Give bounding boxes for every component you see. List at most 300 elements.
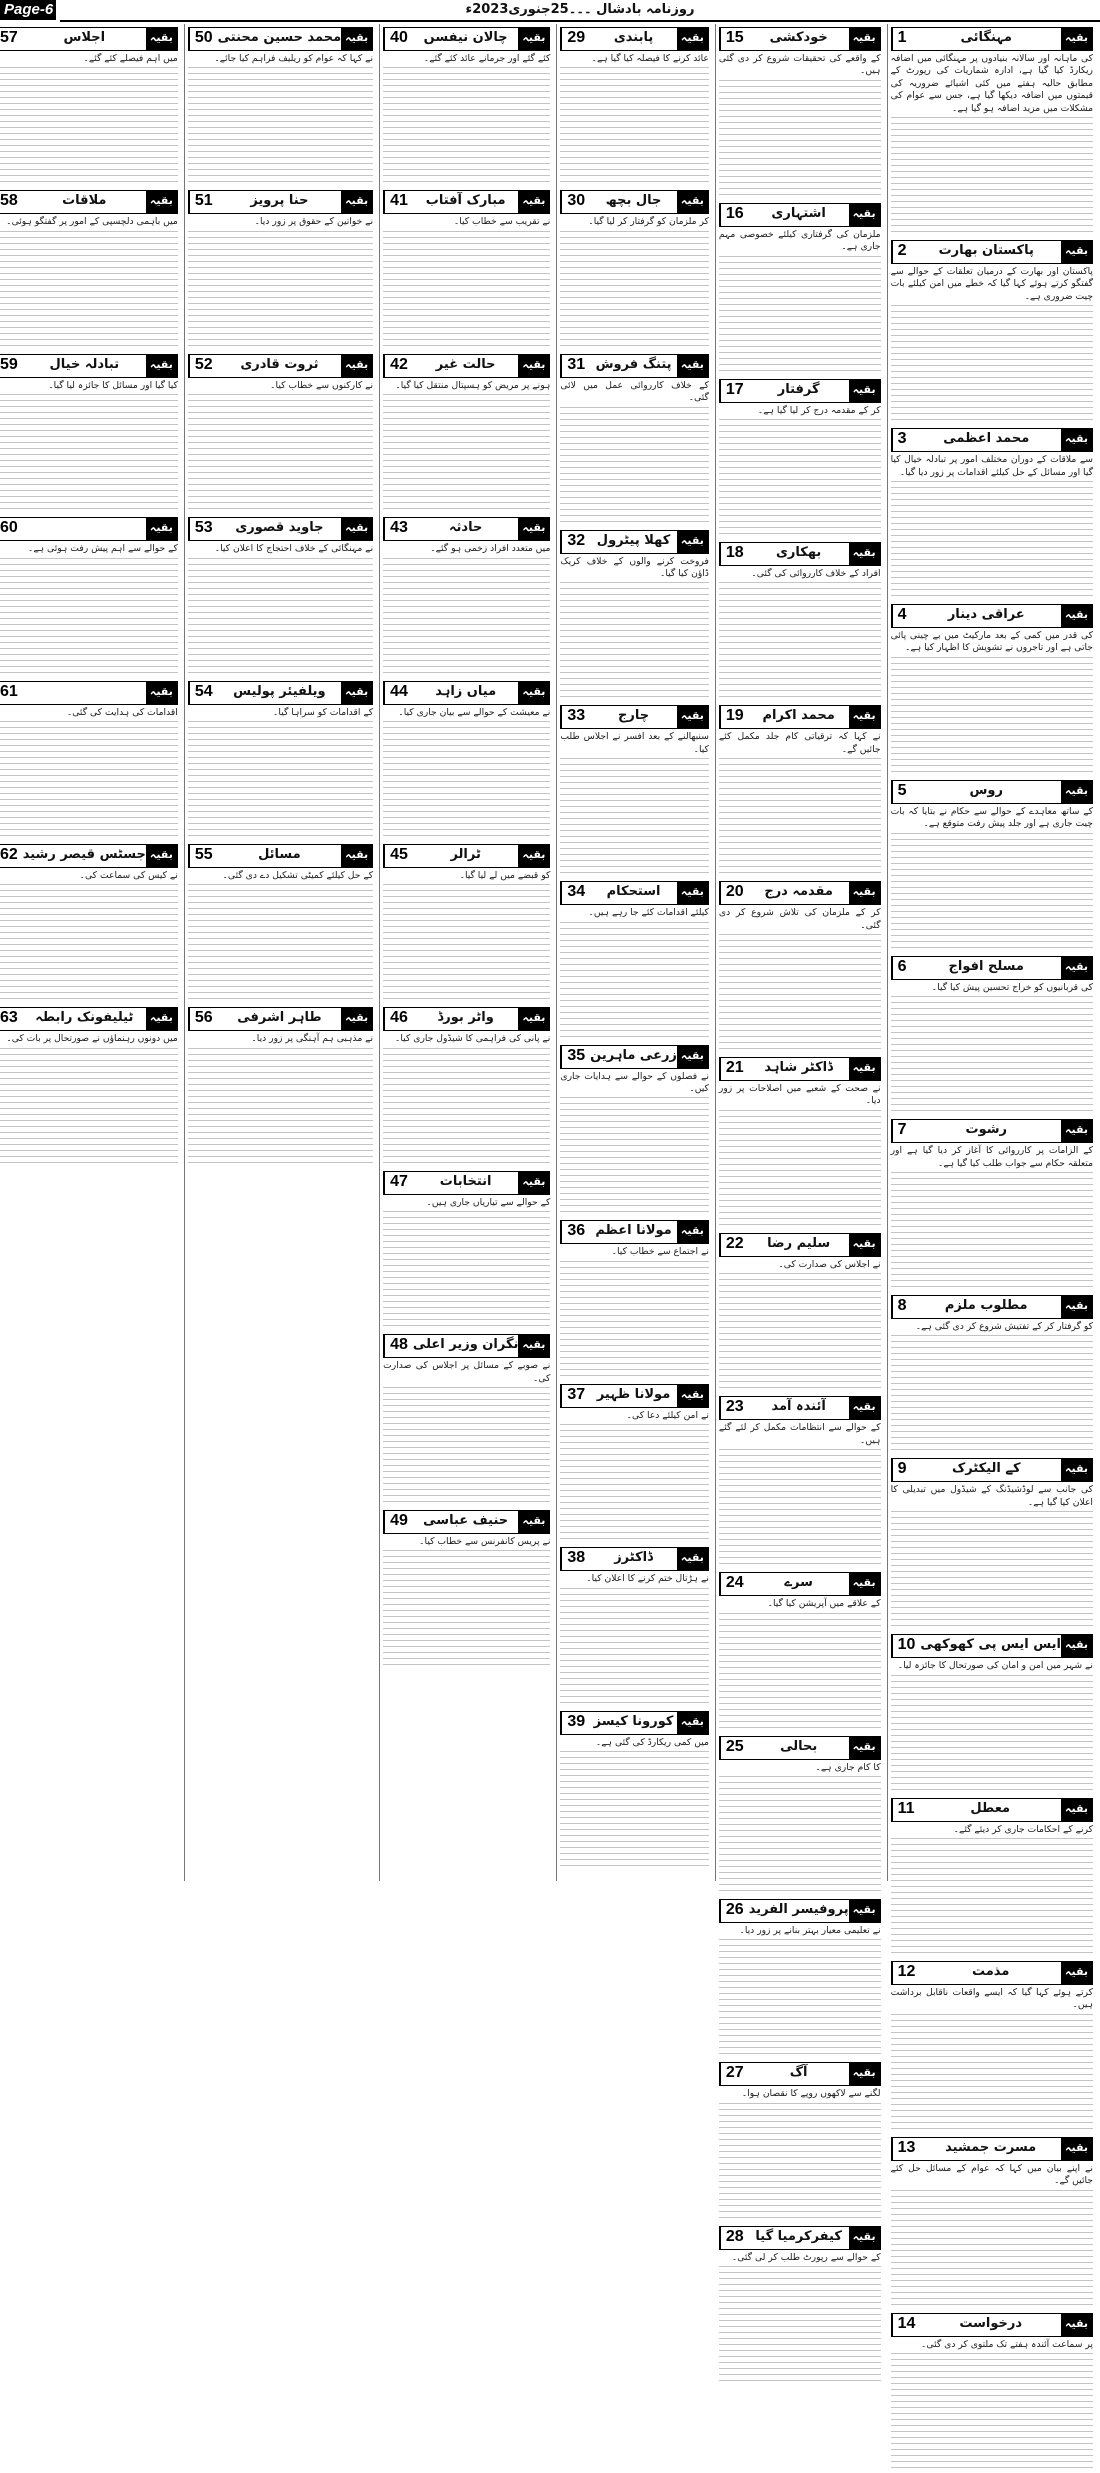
continuation-body-text: کے حوالے سے رپورٹ طلب کر لی گئی۔ [731,2251,881,2263]
continuation-keyword: بقیہ [146,355,177,377]
article-text-block [188,721,373,841]
continuation-body-text: نے کہا کہ ترقیاتی کام جلد مکمل کئے جائیں گے۔ [718,731,881,755]
continuation-header [0,1007,178,1031]
continuation-keyword: بقیہ [849,882,880,904]
article-text-block [891,117,1093,237]
continuation-title: انتخابات [439,1173,492,1189]
continuation-body-text: نے کیس کی سماعت کی۔ [79,870,178,882]
article-text-block [0,67,178,187]
continuation-keyword: بقیہ [518,682,549,704]
continuation-keyword: بقیہ [1061,1962,1092,1984]
article-text-block [719,758,881,878]
continuation-number: 7 [892,1120,912,1142]
continuation-header [891,1798,1093,1822]
continuation-header [891,240,1093,264]
article-text-block [560,582,709,702]
continuation-header [719,1396,881,1420]
continuation-header [560,190,709,214]
continuation-body-text: کیا گیا اور مسائل کا جائزہ لیا گیا۔ [48,379,178,391]
continuation-title: ڈاکٹر شاہد [764,1060,833,1076]
continuation-title: ٹیلیفونک رابطہ [35,1010,134,1026]
continuation-title: رشوت [965,1122,1007,1138]
article-text-block [188,394,373,514]
continuation-keyword: بقیہ [146,191,177,213]
continuation-keyword: بقیہ [1061,1120,1092,1142]
continuation-keyword: بقیہ [1061,781,1092,803]
continuation-number: 35 [561,1046,590,1068]
continuation-keyword: بقیہ [1061,28,1092,50]
continuation-title: ٹرالر [450,847,481,863]
continuation-body-text: کئے گئے اور جرمانے عائد کئے گئے۔ [423,53,551,64]
continuation-header [0,354,178,378]
continuation-number: 29 [561,28,590,50]
continuation-body-text: نے صوبے کے مسائل پر اجلاس کی صدارت کی۔ [383,1360,551,1384]
continuation-keyword: بقیہ [1061,1296,1092,1318]
continuation-body-text: میں متعدد افراد زخمی ہو گئے۔ [430,543,551,555]
continuation-number: 18 [720,543,749,565]
article-text-block [891,1838,1093,1958]
continuation-title: میاں زاہد [435,683,497,699]
continuation-body-text: نے کارکنوں سے خطاب کیا۔ [270,379,374,391]
continuation-body-text: نے ہڑتال ختم کرنے کا اعلان کیا۔ [586,1573,709,1585]
continuation-title: کیفرکرمیا گیا [755,2228,842,2244]
continuation-body-text: نے مہنگائی کے خلاف احتجاج کا اعلان کیا۔ [214,543,374,555]
article-text-block [719,582,881,702]
continuation-number: 61 [0,682,23,704]
article-text-block [560,922,709,1042]
continuation-title: محمد حسین محنتی [217,30,342,45]
continuation-header [560,530,709,554]
continuation-body-text: نے صحت کے شعبے میں اصلاحات پر زور دیا۔ [718,1083,881,1107]
article-text-block [891,1335,1093,1455]
continuation-body-text: ملزمان کی گرفتاری کیلئے خصوصی مہم جاری ہے۔ [718,228,881,253]
article-text-block [188,67,373,187]
article-text-block [719,2103,881,2223]
continuation-keyword: بقیہ [146,845,177,867]
continuation-title: حادثہ [448,520,483,536]
continuation-header [719,203,881,227]
newspaper-columns [0,24,1096,2350]
continuation-title: عراقی دینار [947,607,1025,623]
continuation-header [383,1007,550,1031]
continuation-body-text: کی ماہانہ اور سالانہ بنیادوں پر مہنگائی میں اضافہ ریکارڈ کیا گیا ہے، ادارہ شماریات کی رپورٹ کے مطابق حالیہ ہفتے میں کئی اشیائے ضروریہ کی قیمتوں میں اضافہ دیکھا گیا ہے، جس سے عوام کی مشکلات میں مزید اضافہ ہو گیا ہے۔ [890,53,1093,114]
continuation-title: جال بچھ [605,193,662,209]
continuation-keyword: بقیہ [677,28,708,50]
continuation-body-text: سنبھالنے کے بعد افسر نے اجلاس طلب کیا۔ [560,731,709,755]
continuation-number: 55 [189,845,218,867]
continuation-header [0,517,178,541]
continuation-title: اشتہاری [771,205,826,221]
continuation-body-text: نے معیشت کے حوالے سے بیان جاری کیا۔ [398,706,551,718]
continuation-keyword: بقیہ [1061,1635,1092,1657]
continuation-title: طاہر اشرفی [237,1010,322,1026]
continuation-body-text: میں باہمی دلچسپی کے امور پر گفتگو ہوئی۔ [6,216,178,228]
continuation-body-text: کے علاقے میں آپریشن کیا گیا۔ [767,1598,881,1610]
continuation-number: 3 [892,429,912,451]
continuation-header [560,354,709,378]
continuation-title: استحکام [606,884,661,900]
continuation-keyword: بقیہ [1061,429,1092,451]
article-text-block [383,231,550,351]
continuation-keyword: بقیہ [518,28,549,50]
continuation-header [0,27,178,51]
continuation-keyword: بقیہ [677,706,708,728]
continuation-keyword: بقیہ [1061,2314,1092,2336]
article-text-block [891,481,1093,601]
continuation-title: واٹر بورڈ [437,1010,494,1026]
page-number-label: Page-6 [0,0,56,20]
continuation-keyword: بقیہ [1061,2138,1092,2160]
continuation-header [891,428,1093,452]
continuation-body-text: کی قدر میں کمی کے بعد مارکیٹ میں بے چینی پائی جاتی ہے اور تاجروں نے تشویش کا اظہار کیا ہے۔ [890,630,1093,654]
article-text-block [560,1424,709,1544]
continuation-number: 1 [892,28,912,50]
continuation-title: آگ [789,2065,808,2081]
continuation-keyword: بقیہ [1061,1459,1092,1481]
continuation-title: سرے [784,1575,813,1591]
continuation-body-text: کر کے ملزمان کی تلاش شروع کر دی گئی۔ [718,907,881,931]
continuation-header [560,27,709,51]
continuation-header [719,1899,881,1923]
continuation-keyword: بقیہ [849,1573,880,1595]
continuation-title: خودکشی [769,30,828,45]
continuation-header [560,1547,709,1571]
article-text-block [891,1511,1093,1631]
continuation-keyword: بقیہ [1061,1799,1092,1821]
continuation-body-text: ہونے پر مریض کو ہسپتال منتقل کیا گیا۔ [395,379,551,391]
continuation-keyword: بقیہ [677,1046,708,1068]
continuation-body-text: کے حوالے سے انتظامات مکمل کر لئے گئے ہیں۔ [718,1422,881,1446]
continuation-number: 45 [384,845,413,867]
continuation-title: روس [969,782,1003,798]
continuation-body-text: نے تقریب سے خطاب کیا۔ [453,216,551,228]
continuation-keyword: بقیہ [677,355,708,377]
continuation-number: 14 [892,2314,921,2336]
continuation-keyword: بقیہ [677,1385,708,1407]
continuation-header [560,1045,709,1069]
continuation-header [719,27,881,51]
continuation-title: مذمت [972,1963,1010,1979]
continuation-number: 28 [720,2227,749,2249]
continuation-title: محمد اعظمی [943,431,1030,447]
continuation-body-text: کے واقعے کی تحقیقات شروع کر دی گئی ہیں۔ [718,53,881,77]
article-text-block [891,2353,1093,2473]
continuation-keyword: بقیہ [677,531,708,553]
article-text-block [383,1550,550,1670]
article-text-block [891,1675,1093,1795]
continuation-title: حالت غیر [435,356,496,372]
article-text-block [891,996,1093,1116]
article-text-block [560,1097,709,1217]
continuation-title: درخواست [959,2315,1023,2331]
continuation-title: ڈاکٹرز [614,1550,653,1566]
continuation-title: حنیف عباسی [423,1513,509,1529]
continuation-title: چارج [617,708,650,724]
continuation-title: مولانا ظہیر [596,1386,671,1402]
continuation-number: 38 [561,1548,590,1570]
continuation-number: 5 [892,781,912,803]
continuation-number: 17 [720,380,749,402]
continuation-keyword: بقیہ [849,1058,880,1080]
continuation-body-text: میں کمی ریکارڈ کی گئی ہے۔ [595,1736,709,1748]
continuation-header [560,705,709,729]
continuation-keyword: بقیہ [518,1172,549,1194]
continuation-number: 11 [892,1799,920,1821]
continuation-keyword: بقیہ [518,1008,549,1030]
continuation-title [23,518,146,540]
continuation-keyword: بقیہ [341,1008,372,1030]
continuation-header [560,1220,709,1244]
article-text-block [560,758,709,878]
continuation-number: 12 [892,1962,921,1984]
continuation-body-text: کے حل کیلئے کمیٹی تشکیل دے دی گئی۔ [222,870,374,882]
continuation-number: 58 [0,191,23,213]
continuation-header [188,190,373,214]
continuation-title: پابندی [613,30,654,45]
continuation-header [719,1572,881,1596]
continuation-header [0,844,178,868]
continuation-body-text: نے تعلیمی معیار بہتر بنانے پر زور دیا۔ [739,1924,881,1936]
article-text-block [383,558,550,678]
continuation-header [0,681,178,705]
continuation-title: بھکاری [775,545,822,561]
continuation-title: مبارک آفتاب [425,193,506,209]
continuation-keyword: بقیہ [849,204,880,226]
continuation-title: زرعی ماہرین [590,1047,677,1063]
article-text-block [0,558,178,678]
continuation-body-text: کے حوالے سے اہم پیش رفت ہوئی ہے۔ [27,543,178,555]
continuation-title: جسٹس قیصر رشید [22,847,146,863]
continuation-body-text: کے ساتھ معاہدے کے حوالے سے حکام نے بتایا کہ بات چیت جاری ہے اور جلد پیش رفت متوقع ہے۔ [890,805,1093,830]
continuation-title: سلیم رضا [767,1235,831,1251]
article-text-block [560,1261,709,1381]
article-text-block [719,934,881,1054]
continuation-header [383,354,550,378]
continuation-number: 53 [189,518,218,540]
continuation-body-text: کی قربانیوں کو خراج تحسین پیش کیا گیا۔ [931,981,1093,993]
continuation-header [719,1736,881,1760]
continuation-body-text: افراد کے خلاف کارروائی کی گئی۔ [751,568,881,580]
continuation-body-text: کا کام جاری ہے۔ [815,1761,881,1773]
article-text-block [719,256,881,376]
continuation-number: 22 [720,1234,749,1256]
continuation-header [891,956,1093,980]
continuation-header [891,1961,1093,1985]
continuation-body-text: کیلئے اقدامات کئے جا رہے ہیں۔ [588,907,709,919]
continuation-keyword: بقیہ [146,28,177,50]
article-text-block [891,2014,1093,2134]
continuation-body-text: نے مذہبی ہم آہنگی پر زور دیا۔ [251,1033,374,1045]
continuation-number: 56 [189,1008,218,1030]
continuation-title: اجلاس [63,30,106,45]
article-text-block [719,1776,881,1896]
continuation-body-text: کر ملزمان کو گرفتار کر لیا گیا۔ [588,216,709,228]
continuation-keyword: بقیہ [849,380,880,402]
continuation-number: 32 [561,531,590,553]
continuation-header [383,27,550,51]
continuation-body-text: نے امن کیلئے دعا کی۔ [626,1409,709,1421]
continuation-keyword: بقیہ [849,2227,880,2249]
continuation-keyword: بقیہ [341,28,372,50]
continuation-body-text: میں دونوں رہنماؤں نے صورتحال پر بات کی۔ [6,1033,178,1045]
continuation-number: 6 [892,957,912,979]
continuation-title: پاکستان بھارت [938,243,1034,259]
article-text-block [891,1172,1093,1292]
continuation-keyword: بقیہ [677,191,708,213]
continuation-number: 42 [384,355,413,377]
article-text-block [0,1048,178,1168]
article-text-block [560,1588,709,1708]
column-6 [0,24,181,1881]
continuation-title: چالان نیفسں [423,30,508,45]
continuation-keyword: بقیہ [677,1548,708,1570]
continuation-header [719,1057,881,1081]
continuation-header [188,844,373,868]
article-text-block [0,721,178,841]
continuation-body-text: کو قبضے میں لے لیا گیا۔ [459,870,551,882]
continuation-keyword: بقیہ [1061,241,1092,263]
continuation-body-text: فروخت کرنے والوں کے خلاف کریک ڈاؤن کیا گیا۔ [560,555,709,580]
continuation-number: 46 [384,1008,413,1030]
continuation-keyword: بقیہ [518,355,549,377]
continuation-keyword: بقیہ [849,1737,880,1759]
continuation-body-text: سے ملاقات کے دوران مختلف امور پر تبادلہ خیال کیا گیا اور مسائل کے حل کیلئے اقدامات پر زور دیا گیا۔ [890,454,1093,478]
continuation-number: 16 [720,204,749,226]
continuation-keyword: بقیہ [1061,957,1092,979]
continuation-number: 51 [189,191,218,213]
continuation-keyword: بقیہ [341,845,372,867]
continuation-body-text: نے اپنے بیان میں کہا کہ عوام کے مسائل حل کئے جائیں گے۔ [890,2162,1093,2187]
continuation-body-text: کے حوالے سے تیاریاں جاری ہیں۔ [426,1196,551,1208]
continuation-keyword: بقیہ [677,1712,708,1734]
continuation-number: 47 [384,1172,413,1194]
continuation-body-text: کی جانب سے لوڈشیڈنگ کے شیڈول میں تبدیلی کا اعلان کیا گیا ہے۔ [890,1484,1093,1508]
continuation-title: ملاقات [62,193,107,209]
continuation-number: 41 [384,191,413,213]
continuation-body-text: عائد کرنے کا فیصلہ کیا گیا ہے۔ [591,53,709,64]
continuation-title: حنا پرویز [250,193,309,209]
column-4 [379,24,553,1881]
continuation-number: 49 [384,1511,413,1533]
continuation-header [719,1233,881,1257]
continuation-body-text: نے اجلاس کی صدارت کی۔ [778,1258,881,1270]
continuation-number: 30 [561,191,590,213]
continuation-number: 13 [892,2138,921,2160]
continuation-keyword: بقیہ [849,1397,880,1419]
continuation-body-text: میں اہم فیصلے کئے گئے۔ [83,53,178,64]
article-text-block [719,1449,881,1569]
continuation-body-text: نے کہا کہ عوام کو ریلیف فراہم کیا جائے۔ [214,53,374,64]
article-text-block [383,67,550,187]
column-1 [887,24,1096,2350]
continuation-title: آئندہ آمد [771,1399,826,1415]
continuation-number: 59 [0,355,23,377]
continuation-keyword: بقیہ [341,518,372,540]
continuation-header [383,1510,550,1534]
continuation-number: 2 [892,241,912,263]
article-text-block [560,407,709,527]
continuation-number: 57 [0,28,23,50]
continuation-number: 19 [720,706,749,728]
continuation-number: 50 [189,28,218,50]
article-text-block [0,231,178,351]
continuation-body-text: کو گرفتار کر کے تفتیش شروع کر دی گئی ہے۔ [915,1320,1093,1332]
article-text-block [719,1273,881,1393]
continuation-title: مطلوب ملزم [944,1297,1028,1313]
column-2 [715,24,884,2263]
continuation-title: بحالی [780,1738,818,1754]
continuation-keyword: بقیہ [518,191,549,213]
continuation-title: گرفتار [777,381,820,397]
continuation-header [891,1119,1093,1143]
continuation-body-text: نے پریس کانفرنس سے خطاب کیا۔ [419,1536,551,1548]
article-text-block [383,1211,550,1331]
continuation-title: معطل [970,1800,1011,1816]
continuation-body-text: نے فصلوں کے حوالے سے ہدایات جاری کیں۔ [560,1070,709,1095]
continuation-keyword: بقیہ [677,1221,708,1243]
continuation-keyword: بقیہ [146,682,177,704]
continuation-header [719,379,881,403]
continuation-keyword: بقیہ [849,706,880,728]
continuation-body-text: کرتے ہوئے کہا گیا کہ ایسے واقعات ناقابل برداشت ہیں۔ [890,1986,1093,2011]
continuation-number: 40 [384,28,413,50]
continuation-keyword: بقیہ [518,1511,549,1533]
continuation-body-text: پاکستان اور بھارت کے درمیان تعلقات کے حوالے سے گفتگو کرتے ہوئے کہا گیا کہ خطے میں امن کیلئے بات چیت ضروری ہے۔ [890,266,1093,302]
continuation-header [560,1384,709,1408]
article-text-block [560,67,709,187]
continuation-number: 10 [892,1635,921,1657]
continuation-number: 39 [561,1712,590,1734]
continuation-number: 24 [720,1573,749,1595]
article-text-block [719,1939,881,2059]
continuation-number: 36 [561,1221,590,1243]
continuation-header [891,1458,1093,1482]
continuation-header [560,1711,709,1735]
continuation-header [891,604,1093,628]
article-text-block [383,394,550,514]
continuation-body-text: کے الزامات پر کارروائی کا آغاز کر دیا گیا ہے اور متعلقہ حکام سے جواب طلب کیا گیا ہے۔ [890,1145,1093,1169]
continuation-title: کھلا پیٹرول [596,532,671,548]
continuation-title: کورونا کیسز [593,1713,674,1729]
continuation-number: 60 [0,518,23,540]
continuation-body-text: کر کے مقدمہ درج کر لیا گیا ہے۔ [757,404,881,416]
continuation-body-text: پر سماعت آئندہ ہفتے تک ملتوی کر دی گئی۔ [921,2338,1093,2350]
continuation-keyword: بقیہ [518,518,549,540]
article-text-block [188,1048,373,1168]
continuation-header [891,1634,1093,1658]
article-text-block [560,231,709,351]
continuation-keyword: بقیہ [677,882,708,904]
continuation-number: 54 [189,682,218,704]
continuation-keyword: بقیہ [849,2063,880,2085]
continuation-body-text: نے پانی کی فراہمی کا شیڈول جاری کیا۔ [395,1033,551,1045]
continuation-title: مسرت جمشید [945,2139,1037,2155]
article-text-block [891,833,1093,953]
continuation-header [383,681,550,705]
article-text-block [383,1048,550,1168]
masthead-date-line: روزنامہ بادشال ۔۔۔25جنوری2023ء [60,0,1100,22]
continuation-header [188,1007,373,1031]
article-text-block [383,884,550,1004]
continuation-number: 27 [720,2063,749,2085]
continuation-title: تبادلہ خیال [49,356,120,372]
continuation-header [188,681,373,705]
continuation-body-text: نے اجتماع سے خطاب کیا۔ [611,1246,709,1258]
continuation-keyword: بقیہ [518,1335,549,1357]
continuation-header [383,190,550,214]
article-text-block [0,394,178,514]
continuation-header [719,2062,881,2086]
